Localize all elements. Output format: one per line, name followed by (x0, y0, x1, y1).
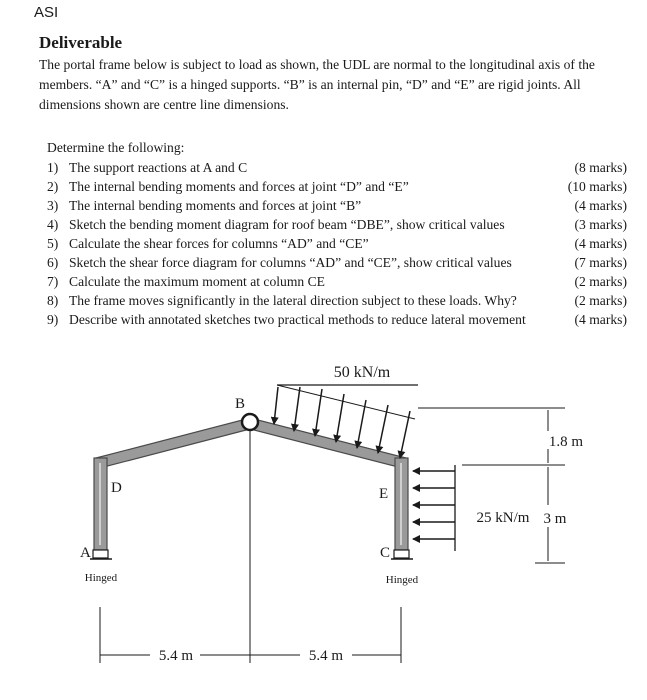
task-marks: (2 marks) (574, 293, 627, 308)
label-e: E (379, 486, 389, 502)
height-dimension-label: 3 m (543, 511, 567, 527)
task-item (47, 234, 627, 253)
task-text: Calculate the maximum moment at column CE (69, 274, 325, 289)
task-item (47, 177, 627, 196)
task-number: 6) (47, 255, 59, 270)
support-c-type: Hinged (385, 574, 419, 586)
task-item (47, 215, 627, 234)
task-marks: (8 marks) (574, 160, 627, 175)
task-item (47, 272, 627, 291)
task-item (47, 196, 627, 215)
task-text: Describe with annotated sketches two practical methods to reduce lateral movement (69, 312, 526, 327)
task-marks: (3 marks) (574, 217, 627, 232)
task-text: Sketch the shear force diagram for columns “AD” and “CE”, show critical values (69, 255, 512, 270)
wall-load-label: 25 kN/m (476, 510, 530, 526)
task-item (47, 310, 627, 329)
right-rafter (250, 418, 406, 469)
rise-dimension-label: 1.8 m (548, 434, 584, 450)
task-marks: (4 marks) (574, 198, 627, 213)
task-number: 1) (47, 160, 59, 175)
support-a-type: Hinged (84, 572, 118, 584)
span-right-label: 5.4 m (308, 648, 344, 664)
tasks-title: Determine the following: (47, 140, 185, 155)
task-number: 7) (47, 274, 59, 289)
label-b: B (235, 396, 246, 412)
task-marks: (10 marks) (567, 179, 627, 194)
roof-load-arrow (294, 387, 300, 431)
task-item (47, 291, 627, 310)
intro-paragraph: The portal frame below is subject to load as shown, the UDL are normal to the longitudinal axis of the members. “A” and “C” is a hinged supports. “B” is an internal pin, “D” and “E” are rigid joints. All dimensions shown are centre line dimensions. (39, 57, 595, 112)
task-number: 5) (47, 236, 59, 251)
task-text: The support reactions at A and C (69, 160, 248, 175)
task-item (47, 158, 627, 177)
page-code: ASI (34, 4, 59, 21)
support-a-plate (93, 550, 108, 558)
label-a: A (80, 545, 91, 561)
task-number: 2) (47, 179, 59, 194)
label-c: C (380, 545, 391, 561)
task-number: 4) (47, 217, 59, 232)
task-marks: (7 marks) (574, 255, 627, 270)
span-left-label: 5.4 m (158, 648, 194, 664)
roof-load-arrow (378, 405, 388, 453)
label-d: D (111, 480, 122, 496)
roof-load-arrow (315, 389, 322, 436)
task-text: Calculate the shear forces for columns “AD” and “CE” (69, 236, 369, 251)
task-number: 9) (47, 312, 59, 327)
task-text: The frame moves significantly in the lateral direction subject to these loads. Why? (69, 293, 517, 308)
roof-load-label: 50 kN/m (333, 364, 391, 381)
pin-b (242, 414, 258, 430)
roof-load-arrow (400, 411, 410, 458)
left-rafter (96, 418, 250, 469)
task-text: The internal bending moments and forces at joint “B” (69, 198, 362, 213)
task-text: The internal bending moments and forces at joint “D” and “E” (69, 179, 409, 194)
task-marks: (4 marks) (574, 236, 627, 251)
roof-load-arrow (274, 387, 278, 424)
task-number: 3) (47, 198, 59, 213)
task-item (47, 253, 627, 272)
roof-load-arrow (336, 394, 344, 442)
section-heading: Deliverable (39, 33, 123, 52)
task-marks: (2 marks) (574, 274, 627, 289)
task-marks: (4 marks) (574, 312, 627, 327)
support-c-plate (394, 550, 409, 558)
portal-frame-diagram (0, 345, 647, 700)
task-text: Sketch the bending moment diagram for roof beam “DBE”, show critical values (69, 217, 505, 232)
task-number: 8) (47, 293, 59, 308)
roof-load-arrow (357, 400, 366, 448)
